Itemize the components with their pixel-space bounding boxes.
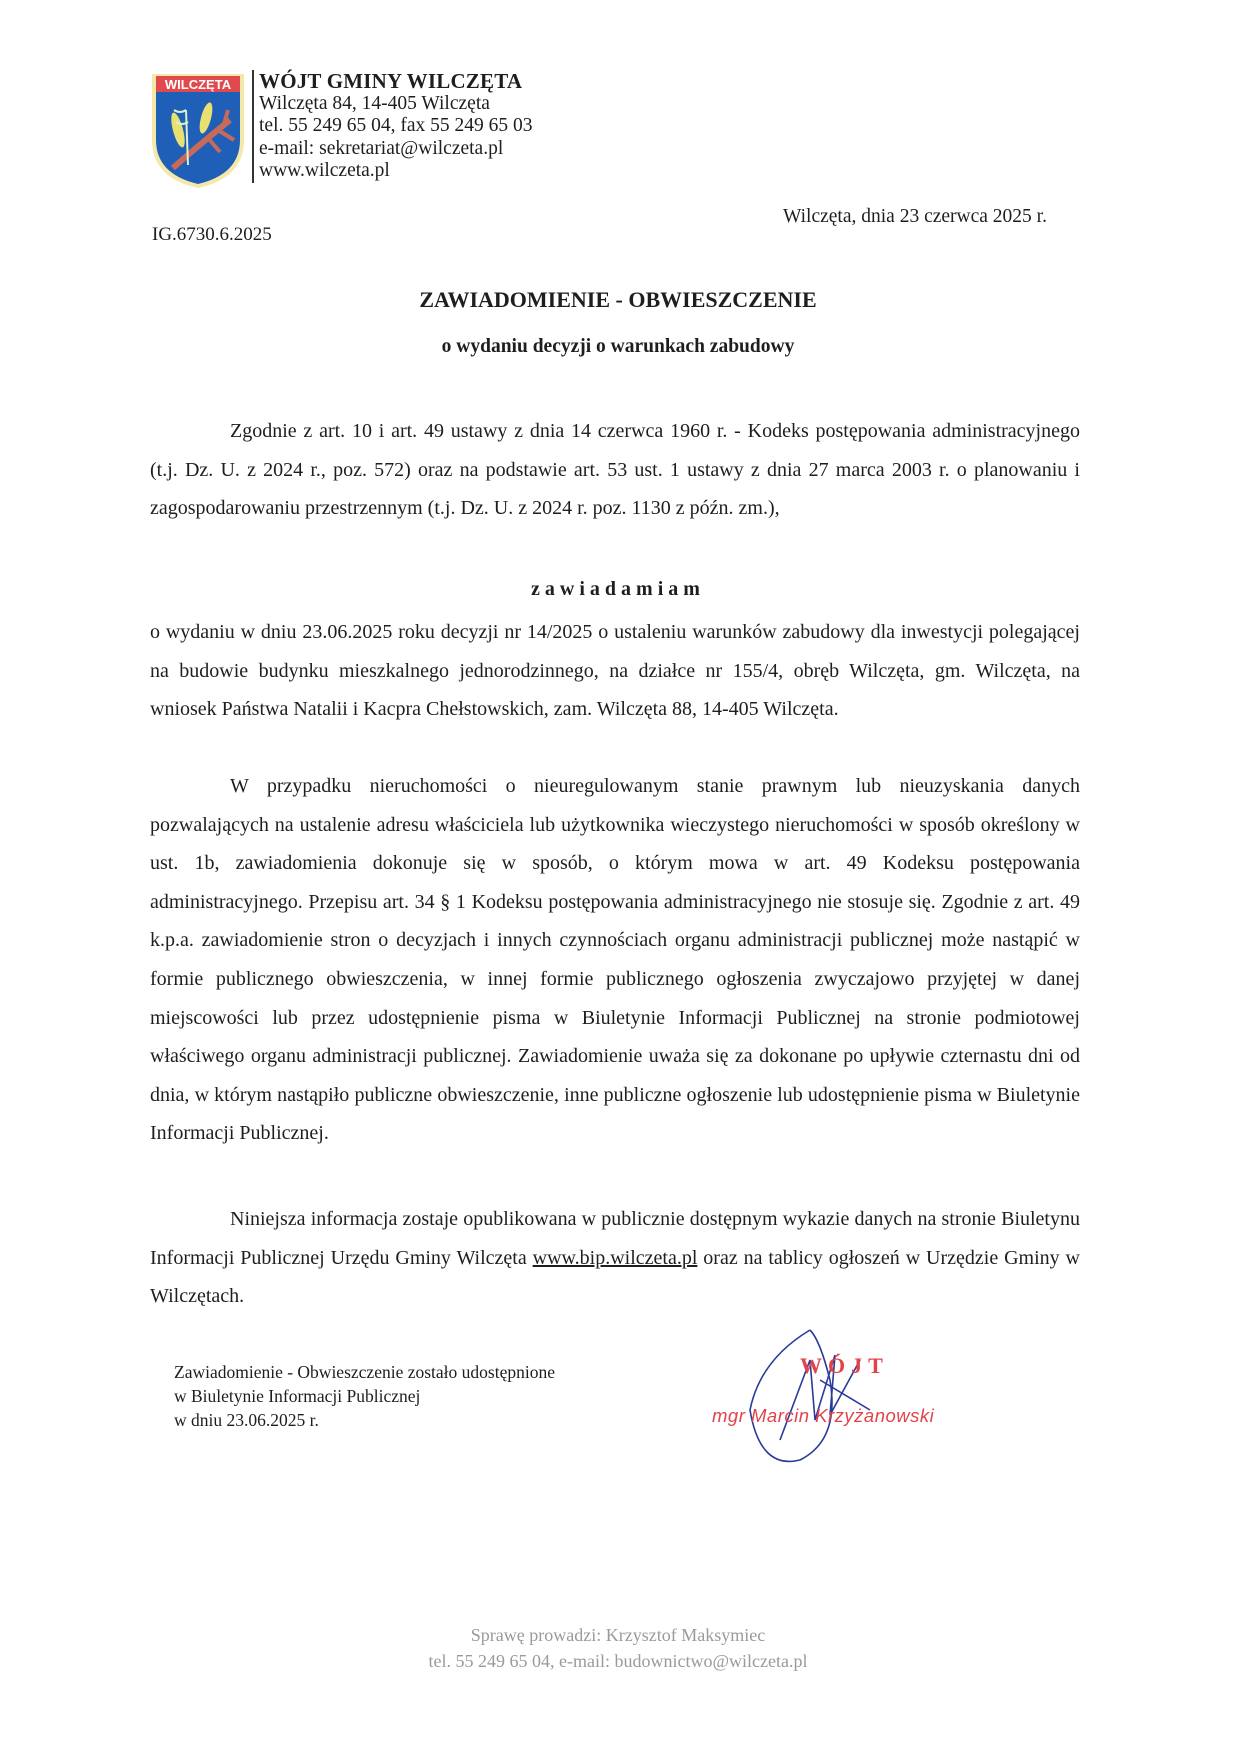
- signatory-name: mgr Marcin Krzyżanowski: [712, 1405, 935, 1426]
- publication-paragraph: [150, 1200, 1080, 1316]
- document-subtitle: o wydaniu decyzji o warunkach zabudowy: [441, 336, 795, 357]
- footer-handler: Sprawę prowadzi: Krzysztof Maksymiec: [470, 1625, 766, 1645]
- date-line: Wilczęta, dnia 23 czerwca 2025 r.: [783, 206, 1047, 227]
- office-website: www.wilczeta.pl: [259, 160, 390, 181]
- crest-icon: [148, 70, 248, 190]
- office-email: e-mail: sekretariat@wilczeta.pl: [259, 137, 504, 159]
- letterhead: [252, 70, 533, 183]
- signature-icon: [720, 1320, 1000, 1470]
- office-phone: tel. 55 249 65 04, fax 55 249 65 03: [259, 115, 533, 136]
- municipality-crest: [148, 70, 248, 190]
- legal-paragraph: W przypadku nieruchomości o nieuregulowanym stanie prawnym lub nieuzyskania danych pozwalających na ustalenie adresu właściciela lub użytkownika wieczystego nieruchomości w sposób określony w ust. 1b, zawiadomienia dokonuje się w sposób, o którym mowa w art. 49 Kodeksu postępowania administracyjnego. Przepisu art. 34 § 1 Kodeksu postępowania administracyjnego nie stosuje się. Zgodnie z art. 49 k.p.a. zawiadomienie stron o decyzjach i innych czynnościach organu administracji publicznej może nastąpić w formie publicznego obwieszczenia, w innej formie publicznego ogłoszenia zwyczajowo przyjętej w danej miejscowości lub przez udostępnienie pisma w Biuletynie Informacji Publicznej na stronie podmiotowej właściwego organu administracji publicznej. Zawiadomienie uważa się za dokonane po upływie czternastu dni od dnia, w którym nastąpiło publiczne obwieszczenie, inne publiczne ogłoszenie lub udostępnienie pisma w Biuletynie Informacji Publicznej.: [150, 775, 1080, 1145]
- publication-text-end: oraz na tablicy ogłoszeń w Urzędzie Gminy w Wilczętach.: [150, 1246, 1080, 1308]
- reference-number: IG.6730.6.2025: [152, 224, 272, 245]
- bip-link[interactable]: www.bip.wilczeta.pl: [532, 1246, 698, 1269]
- signature-title: WÓJT: [800, 1353, 889, 1378]
- decision-paragraph: o wydaniu w dniu 23.06.2025 roku decyzji nr 14/2025 o ustaleniu warunków zabudowy dla inwestycji polegającej na budowie budynku mieszkalnego jednorodzinnego, na działce nr 155/4, obręb Wilczęta, gm. Wilczęta, na wniosek Państwa Natalii i Kacpra Chełstowskich, zam. Wilczęta 88, 14-405 Wilczęta.: [150, 621, 1080, 721]
- published-note-line: w dniu 23.06.2025 r.: [174, 1410, 319, 1430]
- intro-paragraph: Zgodnie z art. 10 i art. 49 ustawy z dnia 14 czerwca 1960 r. - Kodeks postępowania administracyjnego (t.j. Dz. U. z 2024 r., poz. 572) oraz na podstawie art. 53 ust. 1 ustawy z dnia 27 marca 2003 r. o planowaniu i zagospodarowaniu przestrzennym (t.j. Dz. U. z 2024 r. poz. 1130 z późn. zm.),: [150, 420, 1080, 520]
- svg-text:WILCZĘTA: WILCZĘTA: [164, 77, 232, 92]
- office-address: Wilczęta 84, 14-405 Wilczęta: [259, 92, 490, 114]
- case-handler-footer: [0, 1622, 1236, 1674]
- published-note-line: Zawiadomienie - Obwieszczenie zostało udostępnione: [174, 1362, 555, 1382]
- office-title: WÓJT GMINY WILCZĘTA: [259, 69, 523, 93]
- footer-contact: tel. 55 249 65 04, e-mail: budownictwo@wilczeta.pl: [428, 1651, 808, 1671]
- document-title: ZAWIADOMIENIE - OBWIESZCZENIE: [419, 287, 817, 312]
- published-note-line: w Biuletynie Informacji Publicznej: [174, 1386, 421, 1406]
- published-note: [174, 1360, 555, 1432]
- handwritten-signature: [720, 1320, 1000, 1470]
- announce-word: zawiadamiam: [531, 578, 705, 600]
- publication-text-start: Niniejsza informacja zostaje opublikowana w publicznie dostępnym wykazie danych na stronie Biuletynu Informacji Publicznej Urzędu Gminy Wilczęta: [150, 1208, 1080, 1269]
